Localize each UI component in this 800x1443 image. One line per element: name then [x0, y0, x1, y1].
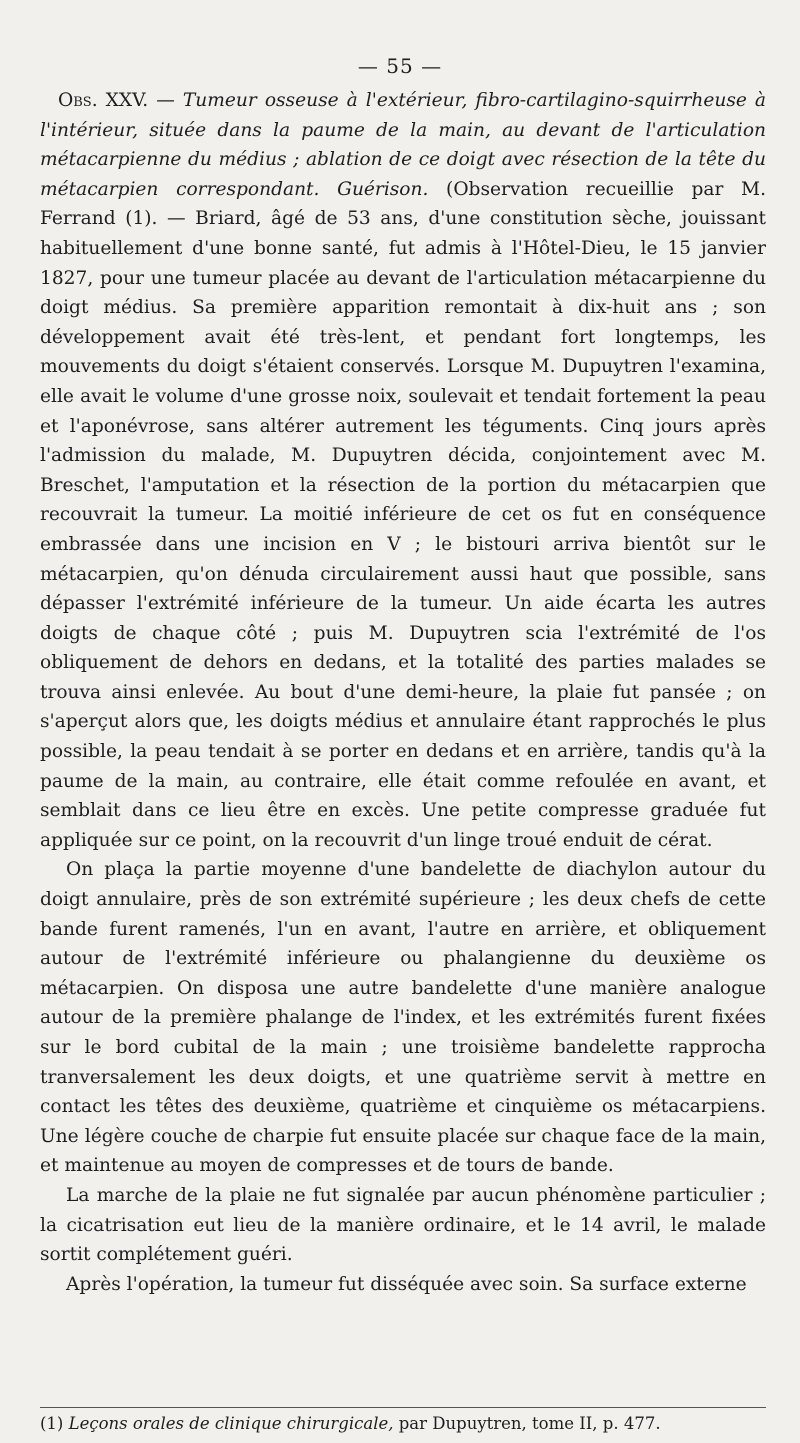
- observation-dash: —: [148, 90, 183, 111]
- footnote-title: Leçons orales de clinique chirurgicale,: [68, 1414, 394, 1433]
- body-text: [40, 86, 766, 1299]
- page-number: — 55 —: [357, 54, 443, 78]
- observation-body: (Observation recueillie par M. Ferrand (1). — Briard, âgé de 53 ans, d'une constitution sèche, jouissant habituellement d'une bonne santé, fut admis à l'Hôtel-Dieu, le 15 janvier 1827, pour une tumeur placée au devant de l'articulation métacarpienne du doigt médius. Sa première apparition remontait à dix-huit ans ; son développement avait été très-lent, et pendant fort longtemps, les mouvements du doigt s'étaient conservés. Lorsque M. Dupuytren l'examina, elle avait le volume d'une grosse noix, soulevait et tendait fortement la peau et l'aponévrose, sans altérer autrement les téguments. Cinq jours après l'admission du malade, M. Dupuytren décida, conjointement avec M. Breschet, l'amputation et la résection de la portion du métacarpien que recouvrait la tumeur. La moitié inférieure de cet os fut en conséquence embrassée dans une incision en V ; le bistouri arriva bientôt sur le métacarpien, qu'on dénuda circulairement aussi haut que possible, sans dépasser l'extrémité inférieure de la tumeur. Un aide écarta les autres doigts de chaque côté ; puis M. Dupuytren scia l'extrémité de l'os obliquement de dehors en dedans, et la totalité des parties malades se trouva ainsi enlevée. Au bout d'une demi-heure, la plaie fut pansée ; on s'aperçut alors que, les doigts médius et annulaire étant rapprochés le plus possible, la peau tendait à se porter en dedans et en arrière, tandis qu'à la paume de la main, au contraire, elle était comme refoulée en avant, et semblait dans ce lieu être en excès. Une petite compresse graduée fut appliquée sur ce point, on la recouvrit d'un linge troué enduit de cérat.: [40, 178, 766, 851]
- footnote: [40, 1413, 766, 1435]
- footnote-divider: [40, 1407, 766, 1408]
- paragraph-dissection: Après l'opération, la tumeur fut disséquée avec soin. Sa surface externe: [66, 1273, 747, 1295]
- paragraph-healing: La marche de la plaie ne fut signalée par aucun phénomène particulier ; la cicatrisation eut lieu de la manière ordinaire, et le 14 avril, le malade sortit complétement guéri.: [40, 1184, 766, 1266]
- observation-paragraph: [40, 86, 766, 855]
- footnote-marker: (1): [40, 1414, 69, 1433]
- observation-label: Obs. XXV.: [58, 90, 149, 111]
- footnote-reference: par Dupuytren, tome II, p. 477.: [393, 1414, 661, 1433]
- paragraph-bandages: On plaça la partie moyenne d'une bandelette de diachylon autour du doigt annulaire, près de son extrémité supérieure ; les deux chefs de cette bande furent ramenés, l'un en avant, l'autre en arrière, et obliquement autour de l'extrémité inférieure ou phalangienne du deuxième os métacarpien. On disposa une autre bandelette d'une manière analogue autour de la première phalange de l'index, et les extrémités furent fixées sur le bord cubital de la main ; une troisième bandelette rapprocha tranversalement les deux doigts, et une quatrième servit à mettre en contact les têtes des deuxième, quatrième et cinquième os métacarpiens. Une légère couche de charpie fut ensuite placée sur chaque face de la main, et maintenue au moyen de compresses et de tours de bande.: [40, 859, 766, 1177]
- observation-title: Tumeur osseuse à l'extérieur, fibro-cartilagino-squirrheuse à l'intérieur, située dans la paume de la main, au devant de l'articulation métacarpienne du médius ; ablation de ce doigt avec résection de la tête du métacarpien correspondant. Guérison.: [40, 90, 766, 200]
